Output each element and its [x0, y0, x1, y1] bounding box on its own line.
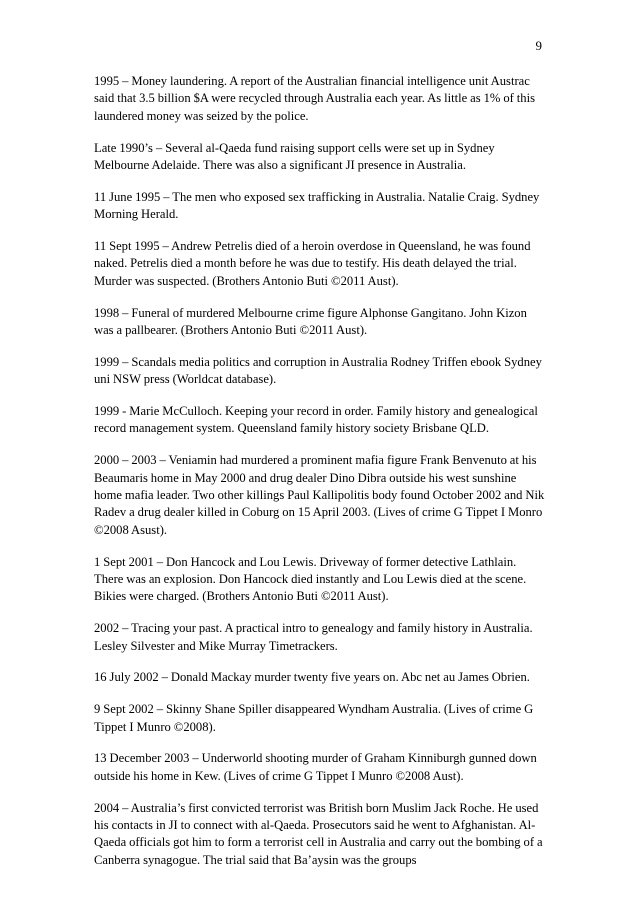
entry-1998-gangitano-funeral: 1998 – Funeral of murdered Melbourne crime figure Alphonse Gangitano. John Kizon was a pallbearer. (Brothers Antonio Buti ©2011 Aust).: [94, 305, 527, 338]
entry-2002-tracing-your-past: 2002 – Tracing your past. A practical intro to genealogy and family history in Australia. Lesley Silvester and Mike Murray Timetrackers.: [94, 621, 533, 653]
entry-late-1990s-al-qaeda: Late 1990’s – Several al-Qaeda fund raising support cells were set up in Sydney Melbourne Adelaide. There was also a significant JI presence in Australia.: [94, 140, 495, 173]
page-number: 9: [535, 38, 542, 53]
entry-1995-sept-petrelis: 11 Sept 1995 – Andrew Petrelis died of a heroin overdose in Queensland, he was found naked. Petrelis died a month before he was due to testify. His death delayed the trial. Murder was suspected. (Brothers Antonio Buti ©2011 Aust).: [94, 239, 531, 288]
entry-2002-july-mackay: 16 July 2002 – Donald Mackay murder twenty five years on. Abc net au James Obrien.: [94, 670, 530, 685]
entry-2002-sept-spiller: 9 Sept 2002 – Skinny Shane Spiller disappeared Wyndham Australia. (Lives of crime G Tippet I Munro ©2008).: [94, 702, 534, 734]
entry-2003-kinniburgh: 13 December 2003 – Underworld shooting murder of Graham Kinniburgh gunned down outside his home in Kew. (Lives of crime G Tippet I Munro ©2008 Aust).: [94, 751, 537, 783]
entry-1999-mcculloch: 1999 - Marie McCulloch. Keeping your record in order. Family history and genealogical record management system. Queensland family history society Brisbane QLD.: [94, 404, 538, 436]
entry-1995-money-laundering: 1995 – Money laundering. A report of the Australian financial intelligence unit Austrac said that 3.5 billion $A were recycled through Australia each year. As little as 1% of this laundered money was seized by the police.: [94, 74, 535, 123]
entry-1999-scandals: 1999 – Scandals media politics and corruption in Australia Rodney Triffen ebook Sydney uni NSW press (Worldcat database).: [94, 354, 542, 387]
entry-1995-june-sex-trafficking: 11 June 1995 – The men who exposed sex trafficking in Australia. Natalie Craig. Sydney Morning Herald.: [94, 189, 540, 222]
document-body: [94, 73, 546, 884]
entry-2000-2003-veniamin: 2000 – 2003 – Veniamin had murdered a prominent mafia figure Frank Benvenuto at his Beaumaris home in May 2000 and drug dealer Dino Dibra outside his west sunshine home mafia leader. Two other killings Paul Kallipolitis body found October 2002 and Nik Radev a drug dealer killed in Coburg on 15 April 2003. (Lives of crime G Tippet I Monro ©2008 Asust).: [94, 453, 545, 537]
entry-2001-hancock-lewis: 1 Sept 2001 – Don Hancock and Lou Lewis. Driveway of former detective Lathlain. There was an explosion. Don Hancock died instantly and Lou Lewis died at the scene. Bikies were charged. (Brothers Antonio Buti ©2011 Aust).: [94, 554, 527, 604]
entry-2004-jack-roche: 2004 – Australia’s first convicted terrorist was British born Muslim Jack Roche. He used his contacts in JI to connect with al-Qaeda. Prosecutors said he went to Afghanistan. Al-Qaeda officials got him to form a terrorist cell in Australia and carry out the bombing of a Canberra synagogue. The trial said that Ba’aysin was the groups: [94, 800, 543, 867]
